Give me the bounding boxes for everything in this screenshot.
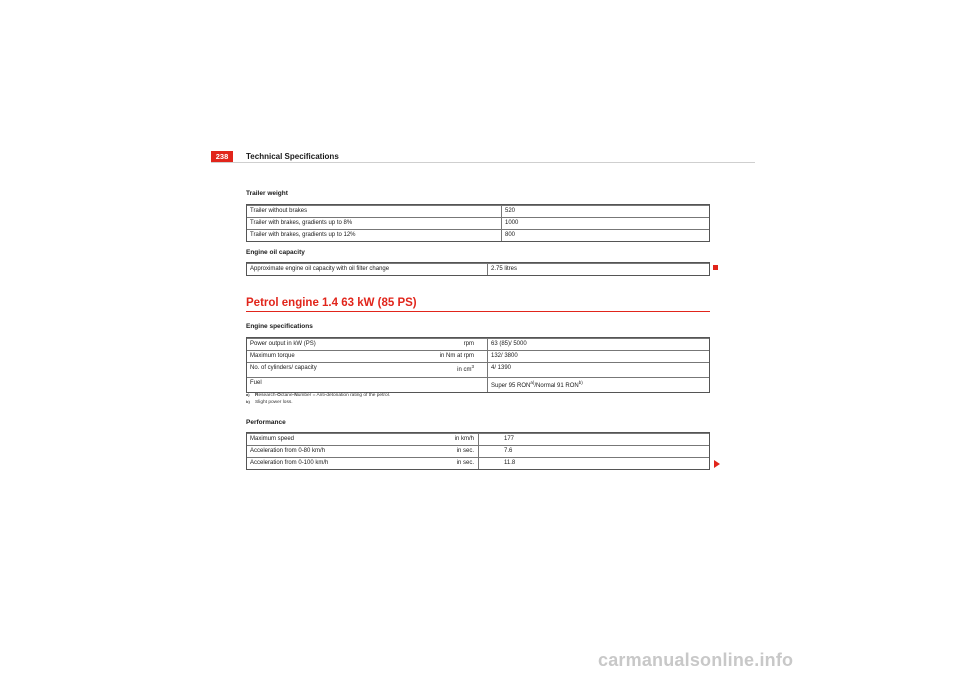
footnote-ref: b) xyxy=(578,380,583,385)
footnote-text: Slight power loss. xyxy=(255,400,293,405)
performance-table xyxy=(246,432,710,470)
footnote-text: ctane- xyxy=(280,393,295,398)
engine-specs-heading: Engine specifications xyxy=(246,323,313,330)
footnote-mark: a) xyxy=(246,392,250,397)
row-value: 177 xyxy=(504,436,515,442)
footnote-bold: R xyxy=(255,393,259,398)
section-end-marker xyxy=(713,265,718,270)
row-label: Acceleration from 0-100 km/h xyxy=(250,460,329,466)
footnotes xyxy=(246,392,390,406)
row-label: Approximate engine oil capacity with oil filter change xyxy=(250,266,390,272)
unit-text: in cm xyxy=(457,367,472,373)
row-label: No. of cylinders/ capacity xyxy=(250,365,317,371)
table-row xyxy=(247,433,709,445)
table-row xyxy=(247,205,709,217)
section-title: Petrol engine 1.4 63 kW (85 PS) xyxy=(246,297,417,309)
row-unit: in sec. xyxy=(456,460,474,466)
table-row xyxy=(247,338,709,350)
table-row xyxy=(247,445,709,457)
continue-arrow-icon xyxy=(714,460,720,468)
trailer-weight-table xyxy=(246,204,710,242)
row-value: 800 xyxy=(505,232,516,238)
unit-superscript: 3 xyxy=(471,364,474,369)
row-label: Trailer with brakes, gradients up to 8% xyxy=(250,220,353,226)
footnote-bold: N xyxy=(294,393,298,398)
running-header: Technical Specifications xyxy=(246,152,339,161)
row-value: 4/ 1390 xyxy=(491,365,512,371)
table-row xyxy=(247,350,709,362)
footnote-text: esearch- xyxy=(258,393,278,398)
trailer-weight-heading: Trailer weight xyxy=(246,190,288,197)
row-unit: rpm xyxy=(463,341,474,347)
table-row xyxy=(247,229,709,241)
row-value: 132/ 3800 xyxy=(491,353,518,359)
row-label: Fuel xyxy=(250,380,262,386)
row-label: Acceleration from 0-80 km/h xyxy=(250,448,326,454)
row-unit xyxy=(457,365,474,376)
row-label: Maximum torque xyxy=(250,353,295,359)
performance-heading: Performance xyxy=(246,419,286,426)
row-value: 11.8 xyxy=(504,460,516,466)
table-row xyxy=(247,263,709,275)
row-unit: in Nm at rpm xyxy=(439,353,474,359)
row-unit: in sec. xyxy=(456,448,474,454)
row-value: 1000 xyxy=(505,220,519,226)
table-row xyxy=(247,377,709,392)
row-label: Maximum speed xyxy=(250,436,295,442)
row-value: 520 xyxy=(505,208,516,214)
engine-oil-heading: Engine oil capacity xyxy=(246,249,305,256)
fuel-normal: /Normal 91 RON xyxy=(534,383,579,389)
footnote-mark: b) xyxy=(246,399,250,404)
footnote xyxy=(246,399,390,406)
engine-specs-table xyxy=(246,337,710,393)
table-row xyxy=(247,217,709,229)
row-label: Power output in kW (PS) xyxy=(250,341,316,347)
watermark: carmanualsonline.info xyxy=(598,650,794,670)
footnote-bold: O xyxy=(277,393,281,398)
engine-oil-table xyxy=(246,262,710,276)
row-value: 7.6 xyxy=(504,448,513,454)
footnote-text: umber = Anti-detonation rating of the petrol. xyxy=(297,393,391,398)
footnote-ref: a) xyxy=(530,380,535,385)
row-value: 2.75 litres xyxy=(491,266,518,272)
row-unit: in km/h xyxy=(454,436,474,442)
row-value: 63 (85)/ 5000 xyxy=(491,341,527,347)
footnote xyxy=(246,392,390,399)
table-row xyxy=(247,457,709,469)
row-label: Trailer without brakes xyxy=(250,208,308,214)
header-divider xyxy=(211,162,755,163)
table-row xyxy=(247,362,709,377)
row-value xyxy=(491,381,583,392)
section-divider xyxy=(246,311,710,312)
row-label: Trailer with brakes, gradients up to 12% xyxy=(250,232,356,238)
fuel-super: Super 95 RON xyxy=(491,383,531,389)
page-number: 238 xyxy=(211,151,233,163)
